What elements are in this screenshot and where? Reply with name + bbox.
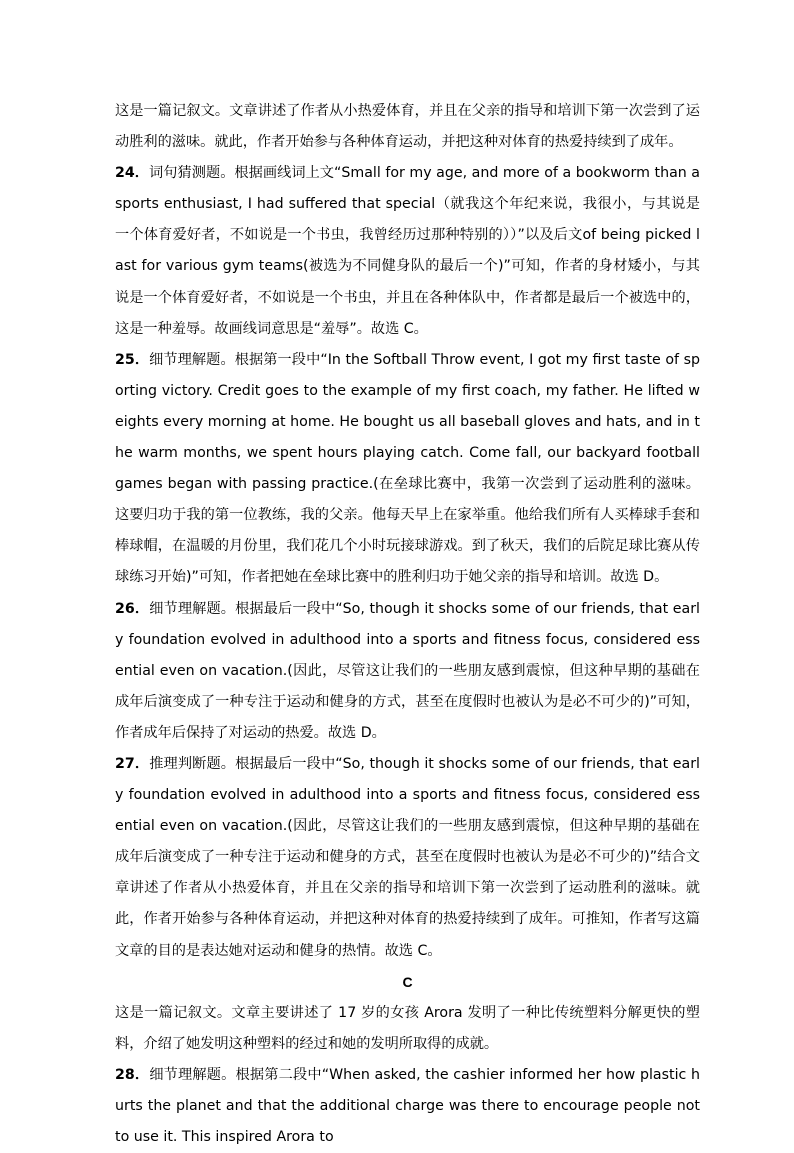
intro-paragraph bbox=[115, 96, 700, 158]
section-heading: C bbox=[402, 973, 413, 990]
answer-24 bbox=[115, 158, 700, 345]
document-page bbox=[115, 96, 700, 1153]
question-number: 27． bbox=[115, 755, 150, 772]
paragraph-text: 这是一篇记叙文。文章讲述了作者从小热爱体育，并且在父亲的指导和培训下第一次尝到了运动胜利的滋味。就此，作者开始参与各种体育运动，并把这种对体育的热爱持续到了成年。 bbox=[115, 103, 700, 151]
paragraph-text: 推理判断题。根据最后一段中“So, though it shocks some of our friends, that early foundation evolved in adulthood into a sports and fitness focus, considered essential even on vacation.(因此，尽管这让我们的一些朋友感到震惊，但这种早期的基础在成年后演变成了一种专注于运动和健身的方式，甚至在度假时也被认为是必不可少的)”结合文章讲述了作者从小热爱体育，并且在父亲的指导和培训下第一次尝到了运动胜利的滋味。就此，作者开始参与各种体育运动，并把这种对体育的热爱持续到了成年。可推知，作者写这篇文章的目的是表达她对运动和健身的热情。故选 C。 bbox=[115, 755, 700, 959]
question-number: 26． bbox=[115, 600, 150, 617]
answer-25 bbox=[115, 345, 700, 594]
question-number: 24． bbox=[115, 165, 150, 182]
answer-26 bbox=[115, 594, 700, 749]
paragraph-text: 细节理解题。根据第一段中“In the Softball Throw event, I got my first taste of sporting victory. Credit goes to the example of my first coach, my father. He lifted weights every morning at home. He bought us all baseball gloves and hats, and in the warm months, we spent hours playing catch. Come fall, our backyard football games began with passing practice.(在垒球比赛中，我第一次尝到了运动胜利的滋味。这要归功于我的第一位教练，我的父亲。他每天早上在家举重。他给我们所有人买棒球手套和棒球帽，在温暖的月份里，我们花几个小时玩接球游戏。到了秋天，我们的后院足球比赛从传球练习开始)”可知，作者把她在垒球比赛中的胜利归功于她父亲的指导和培训。故选 D。 bbox=[115, 351, 701, 586]
answer-27 bbox=[115, 749, 700, 967]
answer-28 bbox=[115, 1060, 700, 1153]
section-c-intro bbox=[115, 998, 700, 1060]
paragraph-text: 细节理解题。根据第二段中“When asked, the cashier informed her how plastic hurts the planet and that the additional charge was there to encourage people not to use it. This inspired Arora to bbox=[115, 1066, 701, 1146]
paragraph-text: 这是一篇记叙文。文章主要讲述了 17 岁的女孩 Arora 发明了一种比传统塑料分解更快的塑料，介绍了她发明这种塑料的经过和她的发明所取得的成就。 bbox=[115, 1004, 700, 1052]
paragraph-text: 词句猜测题。根据画线词上文“Small for my age, and more of a bookworm than a sports enthusiast, I had suffered that special（就我这个年纪来说，我很小，与其说是一个体育爱好者，不如说是一个书虫，我曾经历过那种特别的））”以及后文of being picked last for various gym teams(被选为不同健身队的最后一个)”可知，作者的身材矮小，与其说是一个体育爱好者，不如说是一个书虫，并且在各种体队中，作者都是最后一个被选中的，这是一种羞辱。故画线词意思是“羞辱”。故选 C。 bbox=[115, 165, 701, 337]
paragraph-text: 细节理解题。根据最后一段中“So, though it shocks some of our friends, that early foundation evolved in adulthood into a sports and fitness focus, considered essential even on vacation.(因此，尽管这让我们的一些朋友感到震惊，但这种早期的基础在成年后演变成了一种专注于运动和健身的方式，甚至在度假时也被认为是必不可少的)”可知，作者成年后保持了对运动的热爱。故选 D。 bbox=[115, 600, 700, 741]
question-number: 25． bbox=[115, 351, 150, 368]
question-number: 28． bbox=[115, 1066, 150, 1083]
